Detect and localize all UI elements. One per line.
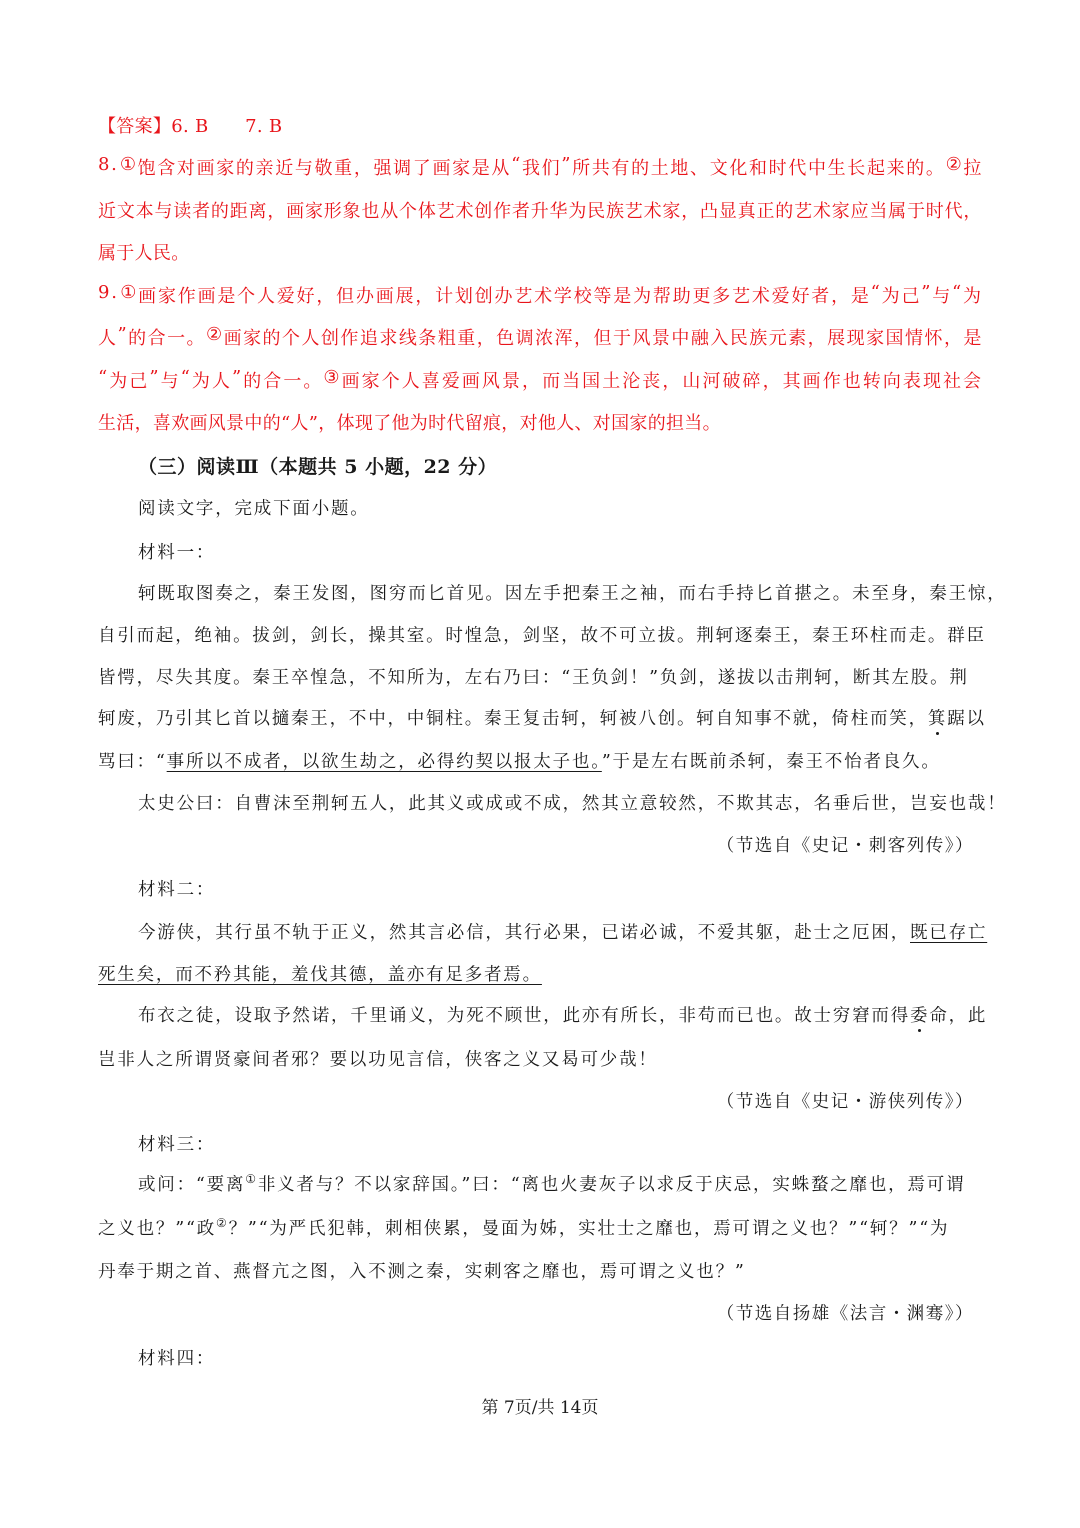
material4-label: 材料四： [138, 1349, 216, 1369]
underlined-sentence-cont: 死生矣，而不矜其能，羞伐其德，盖亦有足多者焉。 [98, 965, 542, 985]
answer-q9-line-4: 生活，喜欢画风景中的“人”，体现了他为时代留痕，对他人、对国家的担当。 [98, 413, 721, 434]
material1-line-4: 轲废，乃引其匕首以擿秦王，不中，中铜柱。秦王复击轲，轲被八创。轲自知事不就，倚柱而笑，箕踞以 [98, 709, 986, 729]
answer-q9-line-1: 9 . ① 画 家 作 画 是 个 人 爱 好 ， 但 办 画 展 ， 计 划 创 办 艺 术 学 校 等 是 为 帮 助 更 多 艺 术 爱 好 者 ， 是 “ 为 己 ” 与 “ 为 [98, 282, 982, 307]
underlined-sentence: 事所以不成者，以欲生劫之，必得约契以报太子也。 [166, 752, 602, 772]
material2-line-2 [98, 961, 542, 986]
answer-q8-line-2: 近 文 本 与 读 者 的 距 离 ， 画 家 形 象 也 从 个 体 艺 术 创 作 者 升 华 为 民 族 艺 术 家 ， 凸 显 真 正 的 艺 术 家 应 当 属 于 时 代 ， [98, 201, 982, 222]
material2-line-1: 今游侠，其行虽不轨于正义，然其言必信，其行必果，已诺必诚，不爱其躯，赴士之厄困，既已存亡 [138, 923, 988, 943]
material3-line-1: 或问：“要离①非义者与？不以家辞国。”曰：“离也火妻灰子以求反于庆忌，实蛛蝥之靡也，焉可谓 [138, 1172, 966, 1195]
footnote-marker-1: ① [245, 1172, 258, 1187]
material3-label: 材料三： [138, 1135, 216, 1155]
material2-label: 材料二： [138, 880, 216, 900]
section-heading: （三）阅读Ⅲ（本题共 5 小题，22 分） [138, 456, 498, 478]
answer-key-line: 【答案】6. B 7. B [98, 116, 283, 137]
underlined-sentence: 既已存亡 [910, 923, 988, 943]
material1-label: 材料一： [138, 543, 216, 563]
answer-q8-line-1: 8 . ① 饱 含 对 画 家 的 亲 近 与 敬 重 ， 强 调 了 画 家 是 从 “ 我 们 ” 所 共 有 的 土 地 、 文 化 和 时 代 中 生 长 起 来 的 。 ② 拉 [98, 154, 982, 179]
material2-para2-line-1: 布衣之徒，设取予然诺，千里诵义，为死不顾世，此亦有所长，非苟而已也。故士穷窘而得委命，此 [138, 1006, 988, 1026]
material1-line-2: 自引而起，绝袖。拔剑，剑长，操其室。时惶急，剑坚，故不可立拔。荆轲逐秦王，秦王环柱而走。群臣 [98, 626, 986, 646]
material2-source: （节选自《史记・游侠列传》） [716, 1092, 974, 1112]
material1-line-1: 轲既取图奏之，秦王发图，图穷而匕首见。因左手把秦王之袖，而右手持匕首揕之。未至身，秦王惊， [138, 584, 1007, 604]
footnote-marker-2: ② [216, 1216, 229, 1231]
emphasis-dot-char: 委 [910, 1006, 930, 1026]
page-footer: 第 7页/共 14页 [481, 1398, 599, 1418]
material3-line-3: 丹奉于期之首、燕督亢之图，入不测之秦，实刺客之靡也，焉可谓之义也？” [98, 1262, 746, 1282]
emphasis-dot-char: 箕 [927, 709, 948, 729]
material1-line-5: 骂曰：“事所以不成者，以欲生劫之，必得约契以报太子也。”于是左右既前杀轲，秦王不怡者良久。 [98, 752, 941, 772]
material3-source: （节选自扬雄《法言・渊骞》） [716, 1304, 974, 1324]
material3-line-2: 之义也？”“政②？”“为严氏犯韩，刺相侠累，曼面为姊，实壮士之靡也，焉可谓之义也？”“轲？”“为 [98, 1216, 950, 1239]
answer-q9-line-2: 人 ” 的 合 一 。 ② 画 家 的 个 人 创 作 追 求 线 条 粗 重 ， 色 调 浓 浑 ， 但 于 风 景 中 融 入 民 族 元 素 ， 展 现 家 国 情 怀 ， 是 [98, 324, 982, 349]
section-instruction: 阅读文字，完成下面小题。 [138, 499, 370, 519]
answer-q8-line-3: 属于人民。 [98, 243, 190, 264]
material1-source: （节选自《史记・刺客列传》） [716, 836, 974, 856]
material1-comment: 太史公曰：自曹沫至荆轲五人，此其义或成或不成，然其立意较然，不欺其志，名垂后世，岂妄也哉！ [138, 794, 1007, 814]
material1-line-3: 皆愕，尽失其度。秦王卒惶急，不知所为，左右乃曰：“王负剑！”负剑，遂拔以击荆轲，断其左股。荆 [98, 668, 969, 688]
answer-q9-line-3: “ 为 己 ” 与 “ 为 人 ” 的 合 一 。 ③ 画 家 个 人 喜 爱 画 风 景 ， 而 当 国 土 沦 丧 ， 山 河 破 碎 ， 其 画 作 也 转 向 表 现 社 会 [98, 367, 982, 392]
material2-para2-line-2: 岂非人之所谓贤豪间者邪？要以功见言信，侠客之义又曷可少哉！ [98, 1050, 658, 1070]
